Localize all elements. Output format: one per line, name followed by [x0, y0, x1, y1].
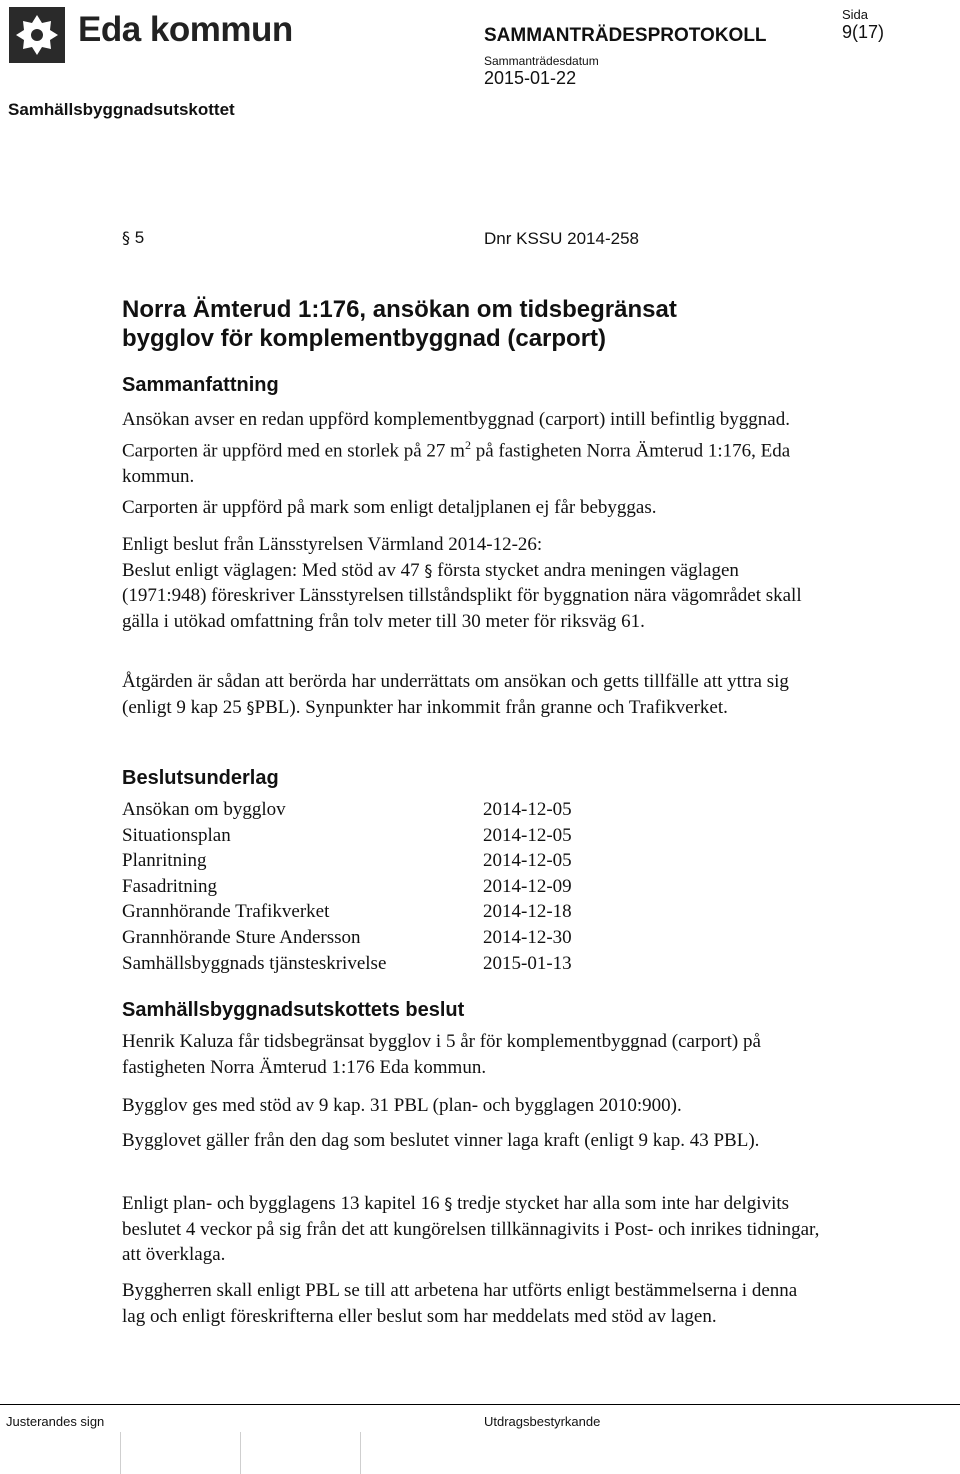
summary-paragraph-1	[122, 407, 822, 489]
footer-sign-box-divider	[240, 1432, 241, 1474]
summary-p1-part1: Ansökan avser en redan uppförd komplementbyggnad (carport) intill befintlig byggnad. Carporten är uppförd med en storlek på 27 m	[122, 409, 790, 461]
decision-paragraph-5: Byggherren skall enligt PBL se till att arbetena har utförts enligt bestämmelserna i denna lag och enligt föreskrifterna eller beslut som har meddelats med stöd av lagen.	[122, 1280, 798, 1327]
basis-row-date: 2014-12-05	[483, 850, 572, 872]
section-number	[122, 228, 144, 248]
page-label: Sida	[842, 7, 869, 22]
summary-heading: Sammanfattning	[122, 374, 279, 396]
section-symbol: §	[246, 697, 255, 717]
superscript-2: 2	[464, 437, 471, 452]
decision-paragraph-2: Bygglov ges med stöd av 9 kap. 31 PBL (plan- och bygglagen 2010:900).	[122, 1095, 682, 1116]
decision-p4-part2: tredje stycket har alla som inte har delgivits beslutet 4 veckor på sig från det att kungörelsen tillkännagivits i Post- och inrikes tidningar, att överklaga.	[122, 1193, 820, 1266]
summary-p3-part2: första stycket andra meningen väglagen (1971:948) föreskriver Länsstyrelsen tillståndsplikt för byggnation nära vägområdet skall gälla i utökad omfattning från tolv meter till 30 meter för riksväg 61.	[122, 559, 802, 632]
footer-sign-label: Justerandes sign	[6, 1414, 105, 1429]
basis-row	[122, 824, 572, 851]
basis-row	[122, 875, 572, 902]
summary-p4-part2: PBL). Synpunkter har inkommit från granne och Trafikverket.	[254, 696, 728, 718]
case-number: Dnr KSSU 2014-258	[484, 229, 639, 248]
summary-p4-part1: Åtgärden är sådan att berörda har underrättats om ansökan och getts tillfälle att yttra sig (enligt 9 kap 25	[122, 671, 789, 718]
title-line-2: bygglov för komplementbyggnad (carport)	[122, 325, 607, 352]
basis-row-label: Samhällsbyggnads tjänsteskrivelse	[122, 952, 387, 974]
decision-paragraph-3: Bygglovet gäller från den dag som beslutet vinner laga kraft (enligt 9 kap. 43 PBL).	[122, 1130, 760, 1151]
basis-row	[122, 927, 572, 953]
basis-row-label: Ansökan om bygglov	[122, 799, 286, 820]
eda-kommun-coat-of-arms-icon	[8, 6, 66, 64]
summary-p1-part2: på fastigheten Norra Ämterud 1:176, Eda kommun.	[122, 439, 791, 487]
summary-p3-part1: Beslut enligt väglagen: Med stöd av 47	[122, 559, 425, 581]
meeting-date-value: 2015-01-22	[484, 68, 577, 88]
basis-row-label: Grannhörande Trafikverket	[122, 901, 330, 923]
section-number-value: 5	[134, 228, 145, 247]
summary-paragraph-3	[122, 532, 822, 634]
basis-row-date: 2015-01-13	[483, 952, 572, 974]
footer-extract-label: Utdragsbestyrkande	[484, 1414, 601, 1429]
basis-row-date: 2014-12-30	[483, 927, 572, 948]
section-symbol: §	[122, 228, 130, 247]
footer-divider	[0, 1404, 960, 1405]
decision-paragraph-1: Henrik Kaluza får tidsbegränsat bygglov i 5 år för komplementbyggnad (carport) på fastigheten Norra Ämterud 1:176 Eda kommun.	[122, 1031, 761, 1078]
basis-row	[122, 952, 572, 979]
committee-name: Samhällsbyggnadsutskottet	[8, 100, 235, 119]
decision-p4-part1: Enligt plan- och bygglagens 13 kapitel 16	[122, 1193, 445, 1214]
summary-p3-line1: Enligt beslut från Länsstyrelsen Värmland 2014-12-26:	[122, 534, 543, 555]
basis-row-date: 2014-12-18	[483, 901, 572, 923]
basis-row-label: Fasadritning	[122, 875, 217, 897]
document-type: SAMMANTRÄDESPROTOKOLL	[484, 25, 767, 46]
basis-row-date: 2014-12-05	[483, 824, 572, 846]
title-line-1: Norra Ämterud 1:176, ansökan om tidsbegränsat	[122, 296, 677, 323]
basis-heading: Beslutsunderlag	[122, 767, 279, 789]
summary-paragraph-4	[122, 669, 822, 720]
meeting-date-label: Sammanträdesdatum	[484, 54, 599, 68]
logo-text: Eda kommun	[78, 10, 293, 49]
page-title	[122, 295, 822, 353]
basis-row-label: Planritning	[122, 850, 207, 872]
page-number: 9(17)	[842, 22, 885, 42]
decision-heading: Samhällsbyggnadsutskottets beslut	[122, 999, 465, 1021]
basis-row-date: 2014-12-09	[483, 875, 572, 897]
footer-sign-box-divider	[120, 1432, 121, 1474]
basis-row	[122, 850, 572, 876]
section-symbol: §	[424, 560, 433, 580]
basis-row-date: 2014-12-05	[483, 799, 572, 820]
basis-row	[122, 901, 572, 927]
summary-paragraph-2: Carporten är uppförd på mark som enligt detaljplanen ej får bebyggas.	[122, 497, 657, 518]
basis-row-label: Grannhörande Sture Andersson	[122, 927, 361, 948]
footer-sign-box-divider	[360, 1432, 361, 1474]
basis-row-label: Situationsplan	[122, 824, 231, 846]
basis-row	[122, 799, 572, 825]
section-symbol: §	[444, 1194, 453, 1213]
decision-paragraph-4	[122, 1191, 822, 1268]
